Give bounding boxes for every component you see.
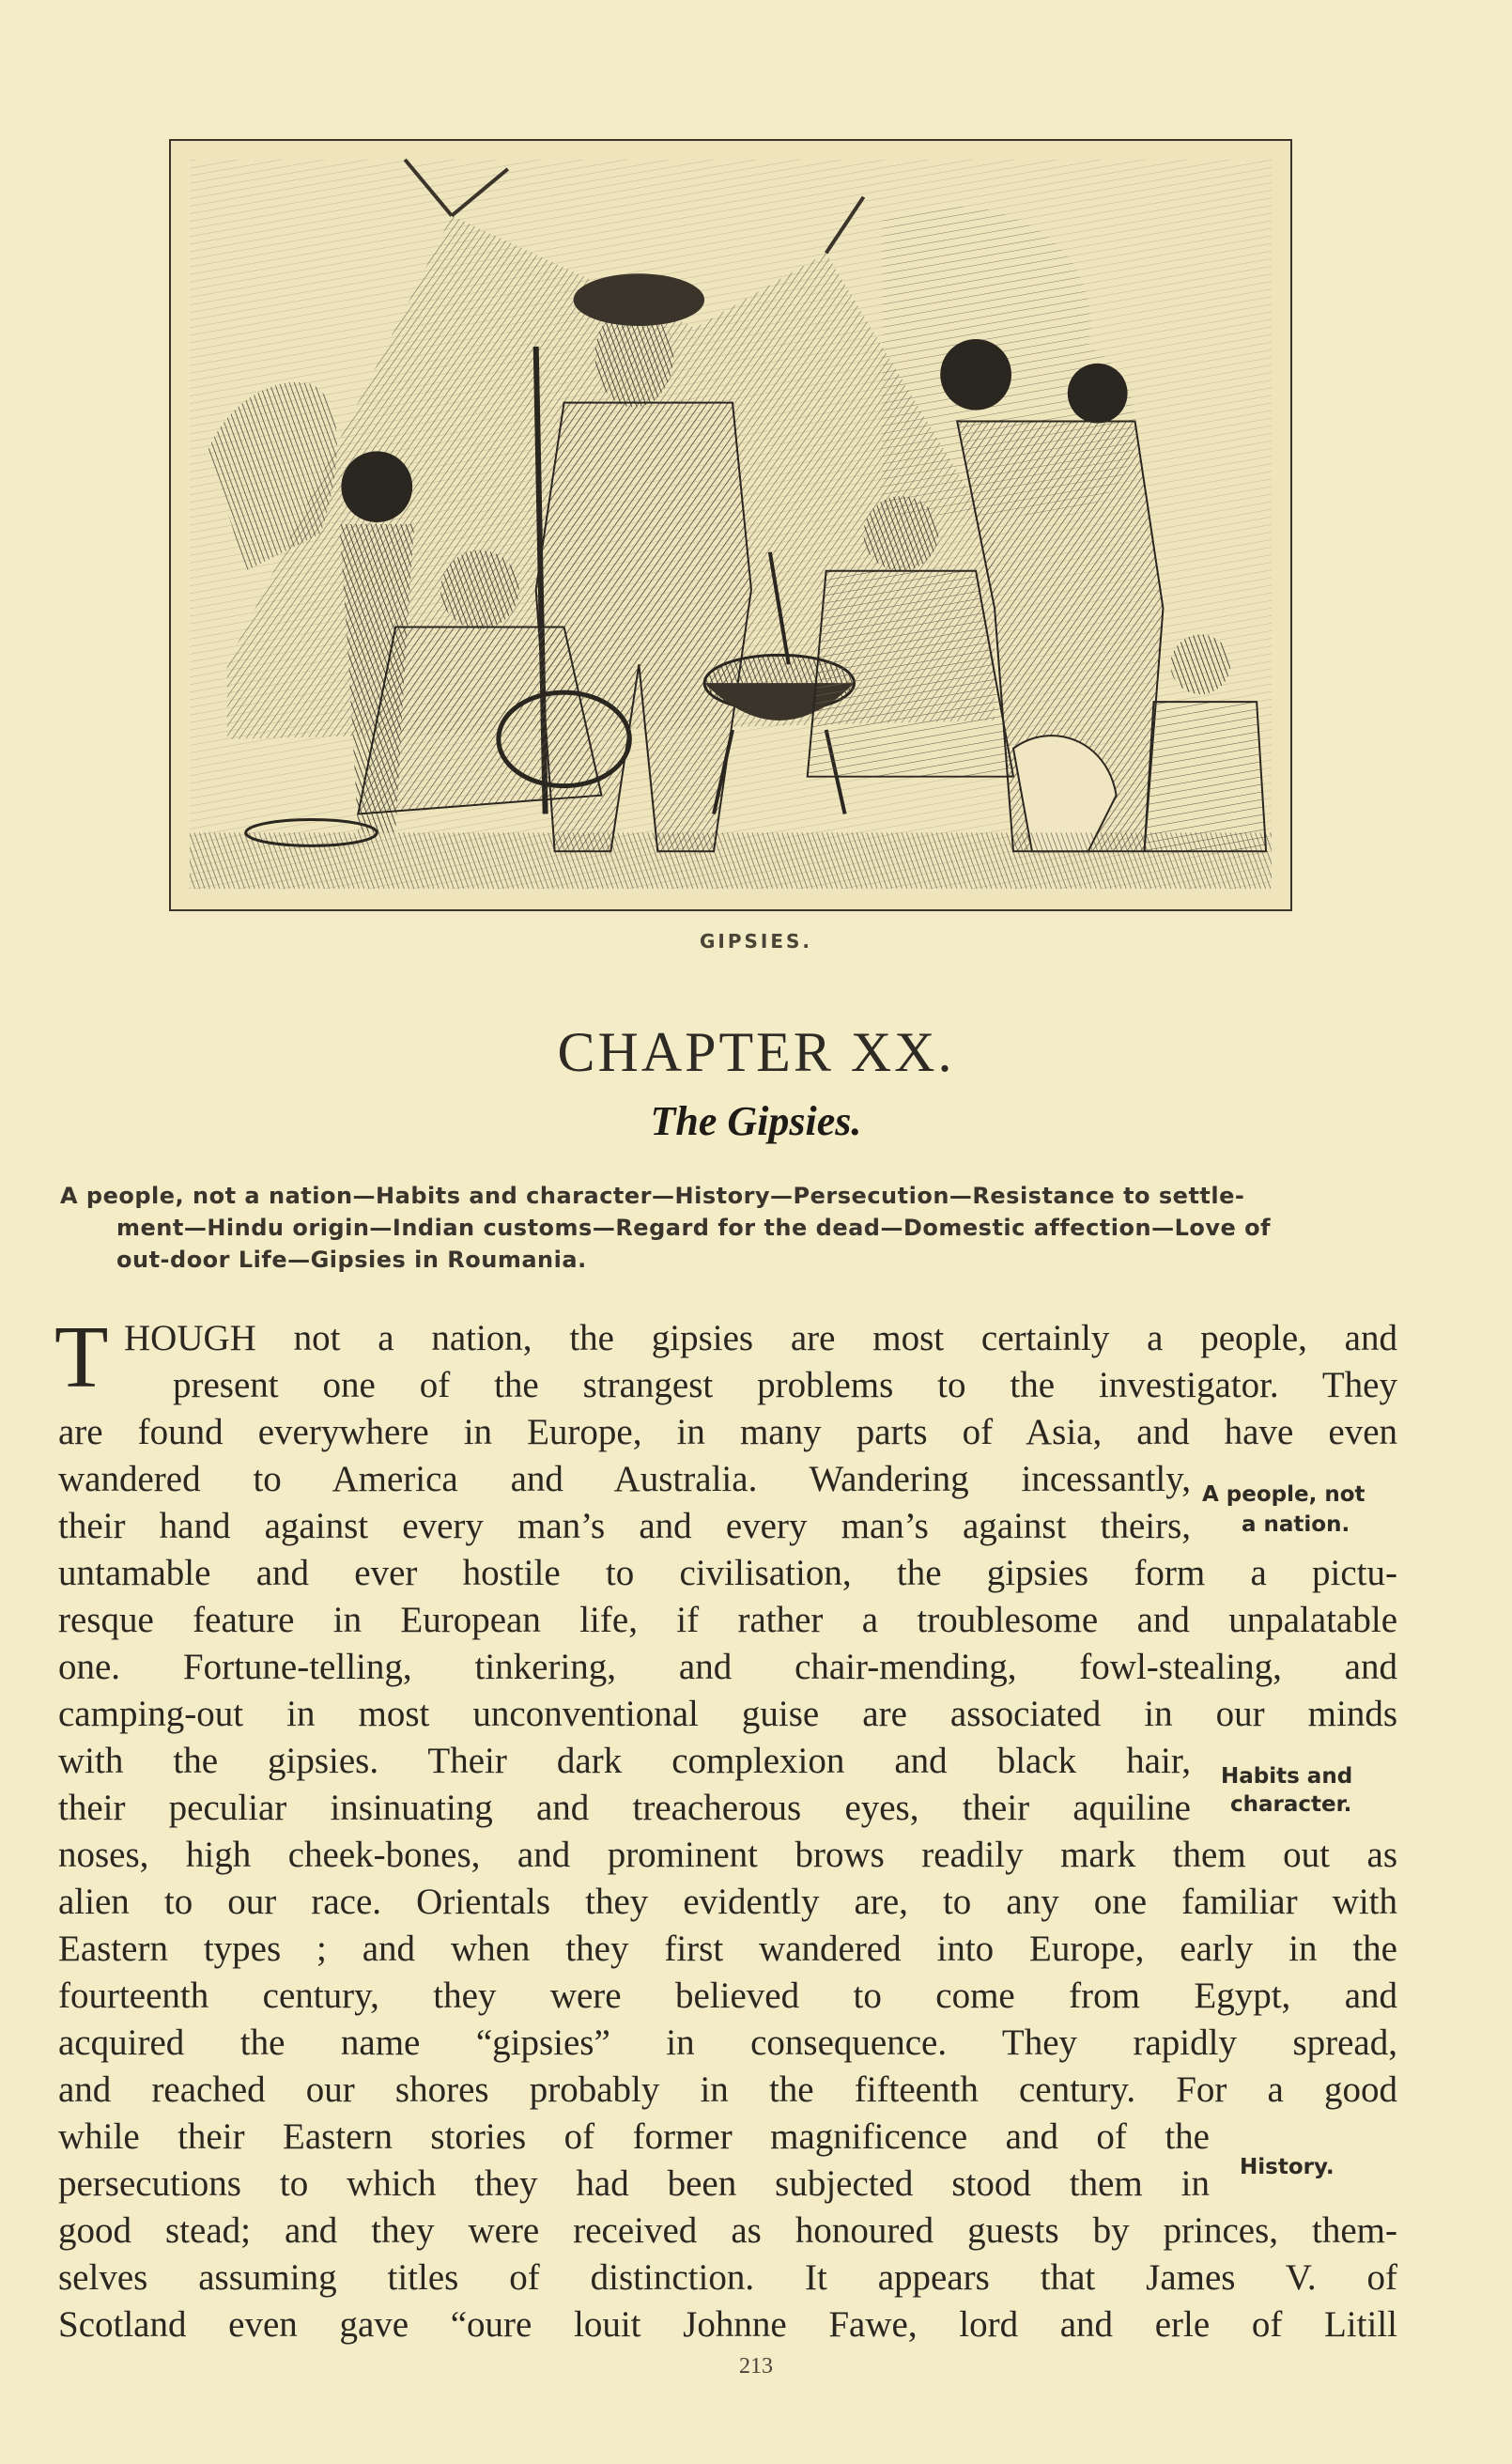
body-line: HOUGH not a nation, the gipsies are most certainly a people, and: [124, 1318, 1397, 1358]
illustration-caption: GIPSIES.: [699, 930, 813, 953]
body-line: fourteenth century, they were believed to come from Egypt, and: [58, 1976, 1397, 2016]
synopsis-line: ment—Hindu origin—Indian customs—Regard for the dead—Domestic affection—Love of: [116, 1215, 1272, 1241]
marginal-note: A people, not: [1202, 1482, 1365, 1507]
chapter-number: CHAPTER XX.: [557, 1021, 955, 1083]
drop-cap: T: [54, 1309, 109, 1406]
body-line: are found everywhere in Europe, in many parts of Asia, and have even: [58, 1412, 1397, 1452]
body-line: their hand against every man’s and every man’s against theirs,: [58, 1506, 1191, 1546]
body-line: untamable and ever hostile to civilisation, the gipsies form a pictu-: [58, 1553, 1397, 1593]
body-line: Scotland even gave “oure louit Johnne Fawe, lord and erle of Litill: [58, 2304, 1397, 2345]
body-line: while their Eastern stories of former magnificence and of the: [58, 2116, 1210, 2157]
body-line: their peculiar insinuating and treacherous eyes, their aquiline: [58, 1788, 1191, 1828]
body-line: alien to our race. Orientals they evidently are, to any one familiar with: [58, 1882, 1397, 1922]
body-line: with the gipsies. Their dark complexion and black hair,: [58, 1741, 1191, 1781]
marginal-note: History.: [1240, 2155, 1335, 2179]
chapter-illustration: [169, 139, 1292, 911]
marginal-note: character.: [1230, 1792, 1352, 1817]
body-line: wandered to America and Australia. Wandering incessantly,: [58, 1459, 1191, 1499]
chapter-synopsis: [60, 1180, 1459, 1276]
marginal-note: a nation.: [1242, 1512, 1350, 1537]
chapter-title: The Gipsies.: [650, 1098, 862, 1144]
body-line: persecutions to which they had been subjected stood them in: [58, 2163, 1210, 2204]
body-line: noses, high cheek-bones, and prominent brows readily mark them out as: [58, 1835, 1397, 1875]
synopsis-line: out-door Life—Gipsies in Roumania.: [116, 1247, 587, 1273]
page-number: 213: [739, 2354, 773, 2379]
synopsis-line: A people, not a nation—Habits and character—History—Persecution—Resistance to settle-: [60, 1183, 1245, 1209]
body-line: Eastern types ; and when they first wandered into Europe, early in the: [58, 1929, 1397, 1969]
gipsy-camp-engraving-icon: [171, 141, 1290, 909]
body-line: present one of the strangest problems to the investigator. They: [173, 1365, 1397, 1405]
body-line: selves assuming titles of distinction. It appears that James V. of: [58, 2257, 1397, 2298]
body-line: resque feature in European life, if rather a troublesome and unpalatable: [58, 1600, 1397, 1640]
body-line: and reached our shores probably in the fifteenth century. For a good: [58, 2069, 1397, 2110]
body-line: camping-out in most unconventional guise are associated in our minds: [58, 1694, 1397, 1734]
body-line: one. Fortune-telling, tinkering, and chair-mending, fowl-stealing, and: [58, 1647, 1397, 1687]
body-line: acquired the name “gipsies” in consequence. They rapidly spread,: [58, 2022, 1397, 2063]
marginal-note: Habits and: [1221, 1764, 1353, 1789]
body-line: good stead; and they were received as honoured guests by princes, them-: [58, 2210, 1397, 2251]
